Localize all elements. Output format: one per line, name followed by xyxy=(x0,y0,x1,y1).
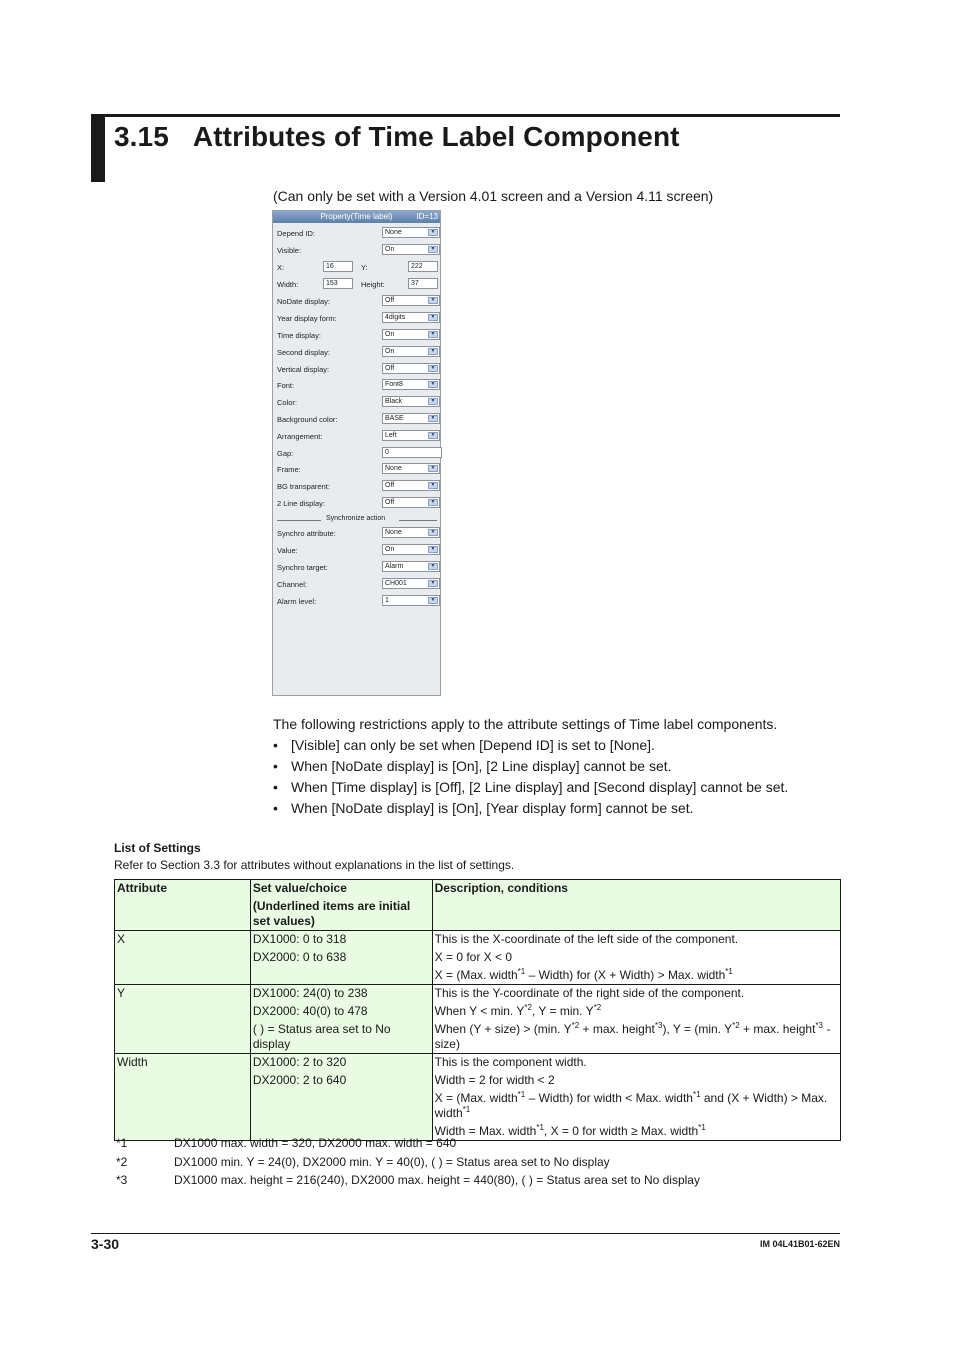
bullet-icon: • xyxy=(273,737,278,753)
footnote-2: *2 DX1000 min. Y = 24(0), DX2000 min. Y = 40(0), ( ) = Status area set to No display xyxy=(116,1155,610,1169)
page-number: 3-30 xyxy=(91,1236,120,1252)
restrictions-intro: The following restrictions apply to the attribute settings of Time label components. xyxy=(273,716,778,732)
chevron-down-icon: ▼ xyxy=(428,331,438,338)
chevron-down-icon: ▼ xyxy=(428,597,438,604)
chevron-down-icon: ▼ xyxy=(428,563,438,570)
table-row xyxy=(115,1054,841,1141)
heading-bar xyxy=(91,114,105,182)
bg-transparent-dropdown[interactable]: Off ▼ xyxy=(382,480,440,491)
value-cell: DX1000: 0 to 318 DX2000: 0 to 638 xyxy=(250,931,432,985)
two-line-display-dropdown[interactable]: Off ▼ xyxy=(382,497,440,508)
synchronize-action-label: Synchronize action xyxy=(326,515,386,522)
list-item: • When [NoDate display] is [On], [Year display form] cannot be set. xyxy=(273,800,694,816)
chevron-down-icon: ▼ xyxy=(428,546,438,553)
depend-id-dropdown[interactable]: None ▼ xyxy=(382,227,440,238)
settings-table xyxy=(114,879,841,1141)
value-cell: DX1000: 24(0) to 238 DX2000: 40(0) to 478 ( ) = Status area set to No display xyxy=(250,985,432,1054)
attr-cell: X xyxy=(115,931,251,985)
attr-cell: Width xyxy=(115,1054,251,1141)
chevron-down-icon: ▼ xyxy=(428,398,438,405)
chevron-down-icon: ▼ xyxy=(428,580,438,587)
synchronize-action-divider xyxy=(277,515,437,525)
footnote-1: *1 DX1000 max. width = 320, DX2000 max. width = 640 xyxy=(116,1136,457,1150)
chevron-down-icon: ▼ xyxy=(428,499,438,506)
visible-dropdown[interactable]: On ▼ xyxy=(382,244,440,255)
height-input[interactable]: 37 xyxy=(408,278,438,289)
synchro-attribute-dropdown[interactable]: None ▼ xyxy=(382,527,440,538)
frame-dropdown[interactable]: None ▼ xyxy=(382,463,440,474)
divider-line xyxy=(277,520,321,521)
value-cell: DX1000: 2 to 320 DX2000: 2 to 640 xyxy=(250,1054,432,1141)
prop-size: Width: 153 Height: 37 xyxy=(277,278,439,290)
list-item: • [Visible] can only be set when [Depend ID] is set to [None]. xyxy=(273,737,655,753)
list-item: • When [NoDate display] is [On], [2 Line display] cannot be set. xyxy=(273,758,672,774)
description-cell: This is the component width. Width = 2 for width < 2 X = (Max. width$^{*1}$ – Width) for width < Max. width$^{*1}$ and (X + Width) > Max. width$^{*1}$ Width = Max. width$^{*1}$, X = 0 for width ≥ Max. width$^{*1}$ xyxy=(432,1054,840,1141)
bullet-icon: • xyxy=(273,779,278,795)
panel-title-bar xyxy=(273,211,440,223)
chevron-down-icon: ▼ xyxy=(428,482,438,489)
header-attribute: Attribute xyxy=(115,880,251,931)
chevron-down-icon: ▼ xyxy=(428,365,438,372)
arrangement-dropdown[interactable]: Left ▼ xyxy=(382,430,440,441)
list-of-settings-title: List of Settings xyxy=(114,841,201,855)
panel-id: ID=13 xyxy=(416,212,438,221)
list-item: • When [Time display] is [Off], [2 Line display] and [Second display] cannot be set. xyxy=(273,779,789,795)
alarm-level-dropdown[interactable]: 1 ▼ xyxy=(382,595,440,606)
second-display-dropdown[interactable]: On ▼ xyxy=(382,346,440,357)
panel-title: Property(Time label) xyxy=(320,212,393,221)
synchro-target-dropdown[interactable]: Alarm ▼ xyxy=(382,561,440,572)
header-set-value: Set value/choice (Underlined items are initial set values) xyxy=(250,880,432,931)
channel-dropdown[interactable]: CH001 ▼ xyxy=(382,578,440,589)
description-cell: This is the Y-coordinate of the right side of the component. When Y < min. $Y^{*2}$, Y = min. $Y^{*2}$ When (Y + size) > (min. $Y^{*2} + \max$. height$^{*3}$), Y = (min. $Y^{*2} + \max$. height$^{*3}$ - size) xyxy=(432,985,840,1054)
chevron-down-icon: ▼ xyxy=(428,246,438,253)
list-of-settings-reference: Refer to Section 3.3 for attributes without explanations in the list of settings. xyxy=(114,858,515,872)
chevron-down-icon: ▼ xyxy=(428,415,438,422)
document-id: IM 04L41B01-62EN xyxy=(759,1239,840,1249)
bullet-icon: • xyxy=(273,800,278,816)
year-display-form-dropdown[interactable]: 4digits ▼ xyxy=(382,312,440,323)
width-input[interactable]: 153 xyxy=(323,278,353,289)
background-color-dropdown[interactable]: BASE ▼ xyxy=(382,413,440,424)
footer-rule xyxy=(91,1233,840,1234)
chevron-down-icon: ▼ xyxy=(428,465,438,472)
chevron-down-icon: ▼ xyxy=(428,432,438,439)
x-input[interactable]: 16 xyxy=(323,261,353,272)
gap-input[interactable]: 0 xyxy=(382,447,442,458)
attr-cell: Y xyxy=(115,985,251,1054)
footnote-3: *3 DX1000 max. height = 216(240), DX2000 max. height = 440(80), ( ) = Status area set to No display xyxy=(116,1173,700,1187)
chevron-down-icon: ▼ xyxy=(428,314,438,321)
y-input[interactable]: 222 xyxy=(408,261,438,272)
chevron-down-icon: ▼ xyxy=(428,381,438,388)
nodate-display-dropdown[interactable]: Off ▼ xyxy=(382,295,440,306)
prop-xy: X: 16 Y: 222 xyxy=(277,261,439,273)
vertical-display-dropdown[interactable]: Off ▼ xyxy=(382,363,440,374)
description-cell: This is the X-coordinate of the left side of the component. X = 0 for X < 0 X = (Max. width$^{*1}$ – Width) for (X + Width) > Max. width$^{*1}$ xyxy=(432,931,840,985)
section-heading xyxy=(114,121,680,153)
chevron-down-icon: ▼ xyxy=(428,348,438,355)
font-dropdown[interactable]: Font8 ▼ xyxy=(382,379,440,390)
chevron-down-icon: ▼ xyxy=(428,229,438,236)
color-dropdown[interactable]: Black ▼ xyxy=(382,396,440,407)
table-header-row xyxy=(115,880,841,931)
property-panel: Property(Time label) ID=13 Depend ID: None ▼ Visible: On ▼ X: 16 Y: 222 Width: 153 Height: 37 NoDate display: Off ▼ Year display form: 4digits ▼ Time display: On ▼ Second display: On ▼ Vertical display: Off ▼ Font: Font8 ▼ Color: Black ▼ Background color: BASE ▼ Arrangement: Left ▼ Gap: 0 Frame: None ▼ BG transparent: Off ▼ 2 Line display: Off ▼ Synchronize action Synchro attribute: None ▼ Value: On ▼ Synchro target: Alarm ▼ Channel: CH001 ▼ Alarm level: 1 ▼ xyxy=(272,210,441,696)
table-row xyxy=(115,985,841,1054)
heading-rule xyxy=(105,114,840,117)
header-description: Description, conditions xyxy=(432,880,840,931)
version-note: (Can only be set with a Version 4.01 screen and a Version 4.11 screen) xyxy=(273,188,714,204)
divider-line xyxy=(399,520,437,521)
time-display-dropdown[interactable]: On ▼ xyxy=(382,329,440,340)
bullet-icon: • xyxy=(273,758,278,774)
value-dropdown[interactable]: On ▼ xyxy=(382,544,440,555)
section-title: Attributes of Time Label Component xyxy=(192,121,680,152)
section-number: 3.15 xyxy=(114,121,169,152)
chevron-down-icon: ▼ xyxy=(428,529,438,536)
chevron-down-icon: ▼ xyxy=(428,297,438,304)
table-row xyxy=(115,931,841,985)
restrictions-list xyxy=(273,737,788,821)
